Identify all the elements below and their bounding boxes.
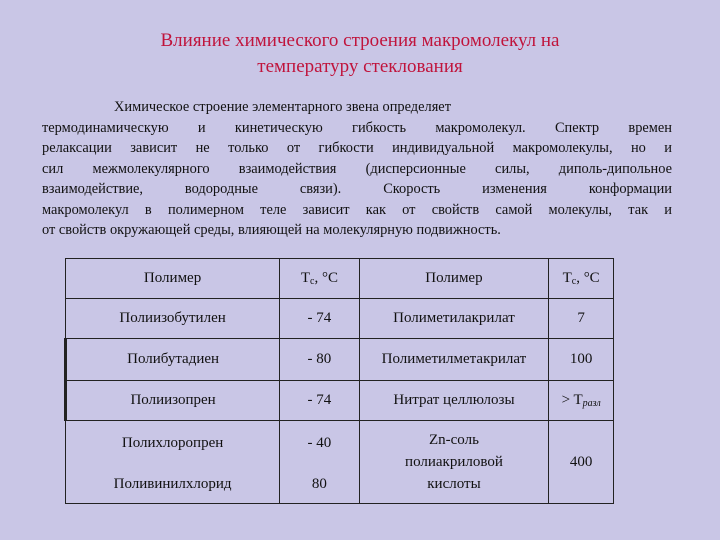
polymer-name: Полиизобутилен — [66, 299, 280, 339]
paragraph-line: релаксации зависит не только от гибкости индивидуальной макромолекулы, но и — [42, 140, 672, 156]
polymer-name: Полибутадиен — [66, 339, 280, 381]
paragraph-line: макромолекул в полимерном теле зависит как от свойств самой молекулы, так и — [42, 201, 672, 218]
table-row — [66, 381, 614, 421]
polymer-name: Полиметилметакрилат — [359, 339, 549, 381]
polymer-name: Поливинилхлорид — [113, 476, 232, 492]
header-tc-left: $Т_с$, °С — [280, 259, 359, 299]
title-line-2: температуру стеклования — [257, 56, 463, 77]
polymer-name: Полихлоропрен — [121, 435, 224, 451]
slide-title — [40, 28, 680, 80]
body-paragraph — [42, 97, 672, 241]
tc-value: 100 — [549, 339, 614, 381]
title-line-1: Влияние химического строения макромолекул на — [160, 30, 560, 51]
paragraph-line: Химическое строение элементарного звена определяет — [114, 99, 451, 115]
table-row — [66, 339, 614, 381]
paragraph-line: взаимодействие, водородные связи). Скорость изменения конформации — [42, 181, 672, 197]
header-polymer-right: Полимер — [359, 259, 549, 299]
header-polymer-left: Полимер — [66, 259, 280, 299]
table-row — [66, 299, 614, 339]
polymer-name-pair — [66, 421, 280, 504]
tc-value-pair — [280, 421, 359, 504]
tc-value: 80 — [311, 476, 327, 492]
polymer-name: Полиметилакрилат — [359, 299, 549, 339]
tc-value: - 40 — [307, 435, 332, 451]
tc-value: - 74 — [280, 381, 359, 421]
polymer-name: Нитрат целлюлозы — [359, 381, 549, 421]
paragraph-line: от свойств окружающей среды, влияющей на молекулярную подвижность. — [42, 222, 501, 238]
table-row — [66, 421, 614, 504]
glass-transition-table — [64, 258, 614, 504]
tc-value: - 74 — [280, 299, 359, 339]
tc-value: 7 — [549, 299, 614, 339]
header-tc-right: $Т_с$, °С — [549, 259, 614, 299]
polymer-name: Полиизопрен — [66, 381, 280, 421]
tc-value: > $T_{разл}$ — [549, 381, 614, 421]
paragraph-line: сил межмолекулярного взаимодействия (дисперсионные силы, диполь-дипольное — [42, 160, 672, 177]
table-header-row — [66, 259, 614, 299]
polymer-name: Zn-соль полиакриловой кислоты — [359, 421, 549, 504]
tc-value: - 80 — [280, 339, 359, 381]
paragraph-line: термодинамическую и кинетическую гибкость макромолекул. Спектр времен — [42, 119, 672, 136]
tc-value: 400 — [549, 421, 614, 504]
